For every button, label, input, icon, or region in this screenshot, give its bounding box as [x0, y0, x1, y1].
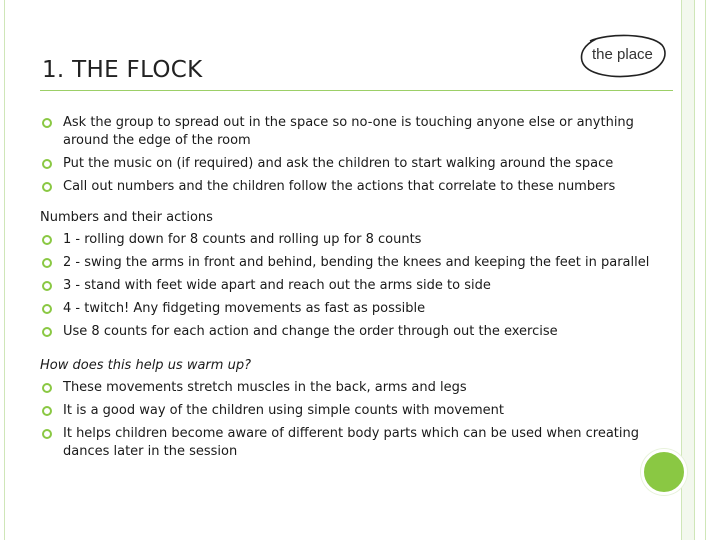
bullet-circle-icon	[42, 281, 52, 291]
list-item: 4 - twitch! Any fidgeting movements as fast as possible	[40, 300, 660, 318]
logo-text: the place	[592, 46, 653, 63]
bullet-circle-icon	[42, 304, 52, 314]
bullet-circle-icon	[42, 235, 52, 245]
bullet-circle-icon	[42, 406, 52, 416]
bullet-circle-icon	[42, 182, 52, 192]
list-item: It helps children become aware of different body parts which can be used when creating dances later in the session	[40, 425, 660, 461]
numbers-list	[40, 231, 660, 341]
list-item: 3 - stand with feet wide apart and reach out the arms side to side	[40, 277, 660, 295]
list-item: Call out numbers and the children follow the actions that correlate to these numbers	[40, 178, 660, 196]
right-border-line	[705, 0, 706, 540]
bullet-circle-icon	[42, 327, 52, 337]
warmup-heading: How does this help us warm up?	[40, 358, 251, 373]
intro-list	[40, 114, 660, 196]
bullet-circle-icon	[42, 383, 52, 393]
bullet-circle-icon	[42, 159, 52, 169]
bullet-circle-icon	[42, 429, 52, 439]
list-item: These movements stretch muscles in the back, arms and legs	[40, 379, 660, 397]
bullet-circle-icon	[42, 258, 52, 268]
warmup-list	[40, 379, 660, 461]
bullet-circle-icon	[42, 118, 52, 128]
list-item: Put the music on (if required) and ask the children to start walking around the space	[40, 155, 660, 173]
slide-title: 1. THE FLOCK	[42, 57, 203, 83]
slide-content	[40, 114, 660, 466]
numbers-heading: Numbers and their actions	[40, 210, 213, 225]
list-item: Use 8 counts for each action and change the order through out the exercise	[40, 323, 660, 341]
list-item: It is a good way of the children using simple counts with movement	[40, 402, 660, 420]
list-item: 1 - rolling down for 8 counts and rolling up for 8 counts	[40, 231, 660, 249]
left-border-line	[4, 0, 5, 540]
list-item: 2 - swing the arms in front and behind, bending the knees and keeping the feet in parallel	[40, 254, 660, 272]
list-item: Ask the group to spread out in the space so no-one is touching anyone else or anything around the edge of the room	[40, 114, 660, 150]
title-divider	[40, 90, 673, 91]
